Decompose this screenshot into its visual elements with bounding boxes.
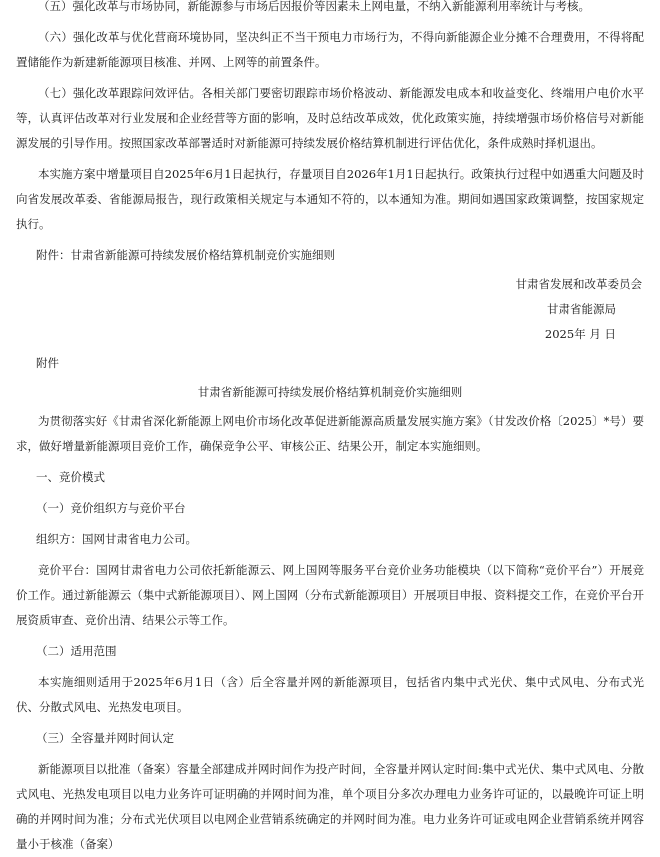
signature-org-ndrc: 甘肃省发展和改革委员会 [515,277,642,291]
signature-org-energy: 甘肃省能源局 [547,302,616,316]
paragraph-implementation: 本实施方案中增量项目自2025年6月1日起执行，存量项目自2026年1月1日起执行。政策执行过程中如遇重大问题及时向省发展改革委、省能源局报告，现行政策相关规定与本通知不符的，以本通知为准。期间如遇国家政策调整，按国家规定执行。 [16,167,644,231]
paragraph-item-7: （七）强化改革跟踪问效评估。各相关部门要密切跟踪市场价格波动、新能源发电成本和收益变化、终端用户电价水平等，认真评估改革对行业发展和企业经营等方面的影响，及时总结改革成效，优化政策实施，持续增强市场价格信号对新能源发展的引导作用。按照国家改革部署适时对新能源可持续发展价格结算机制进行评估优化，条件成熟时择机退出。 [16,86,644,150]
signature-date: 2025年 月 日 [544,327,616,341]
scope-paragraph: 本实施细则适用于2025年6月1日（含）后全容量并网的新能源项目，包括省内集中式光伏、集中式风电、分布式光伏、分散式风电、光热发电项目。 [16,675,644,714]
intro-paragraph: 为贯彻落实好《甘肃省深化新能源上网电价市场化改革促进新能源高质量发展实施方案》（甘发改价格〔2025〕*号）要求，做好增量新能源项目竞价工作，确保竞争公平、审核公正、结果公开，制定本实施细则。 [16,414,644,453]
organizer-paragraph: 组织方：国网甘肃省电力公司。 [36,532,197,546]
grid-time-paragraph: 新能源项目以批准（备案）容量全部建成并网时间作为投产时间，全容量并网认定时间:集中式光伏、集中式风电、分散式风电、光热发电项目以电力业务许可证明确的并网时间为准，单个项目分多次办理电力业务许可证的，以最晚许可证上明确的并网时间为准；分布式光伏项目以电网企业营销系统确定的并网时间为准。电力业务许可证或电网企业营销系统并网容量小于核准（备案） [16,762,644,851]
subheading-scope: （二）适用范围 [36,644,117,658]
subheading-grid-time: （三）全容量并网时间认定 [36,731,174,745]
section-heading-bidding-mode: 一、竞价模式 [36,470,105,484]
platform-paragraph: 竞价平台：国网甘肃省电力公司依托新能源云、网上国网等服务平台竞价业务功能模块（以下简称“竞价平台”）开展竞价工作。通过新能源云（集中式新能源项目）、网上国网（分布式新能源项目）开展项目申报、资料提交工作，在竞价平台开展资质审查、竞价出清、结果公示等工作。 [16,563,644,627]
subheading-organizer-platform: （一）竞价组织方与竞价平台 [36,501,186,515]
paragraph-item-5: （五）强化改革与市场协同，新能源参与市场后因报价等因素未上网电量，不纳入新能源利用率统计与考核。 [38,0,590,13]
paragraph-item-6: （六）强化改革与优化营商环境协同，坚决纠正不当干预电力市场行为，不得向新能源企业分摊不合理费用，不得将配置储能作为新建新能源项目核准、并网、上网等的前置条件。 [16,30,644,69]
attachment-reference: 附件：甘肃省新能源可持续发展价格结算机制竞价实施细则 [36,248,335,262]
attachment-title: 甘肃省新能源可持续发展价格结算机制竞价实施细则 [197,385,463,399]
attachment-label: 附件 [36,356,59,370]
